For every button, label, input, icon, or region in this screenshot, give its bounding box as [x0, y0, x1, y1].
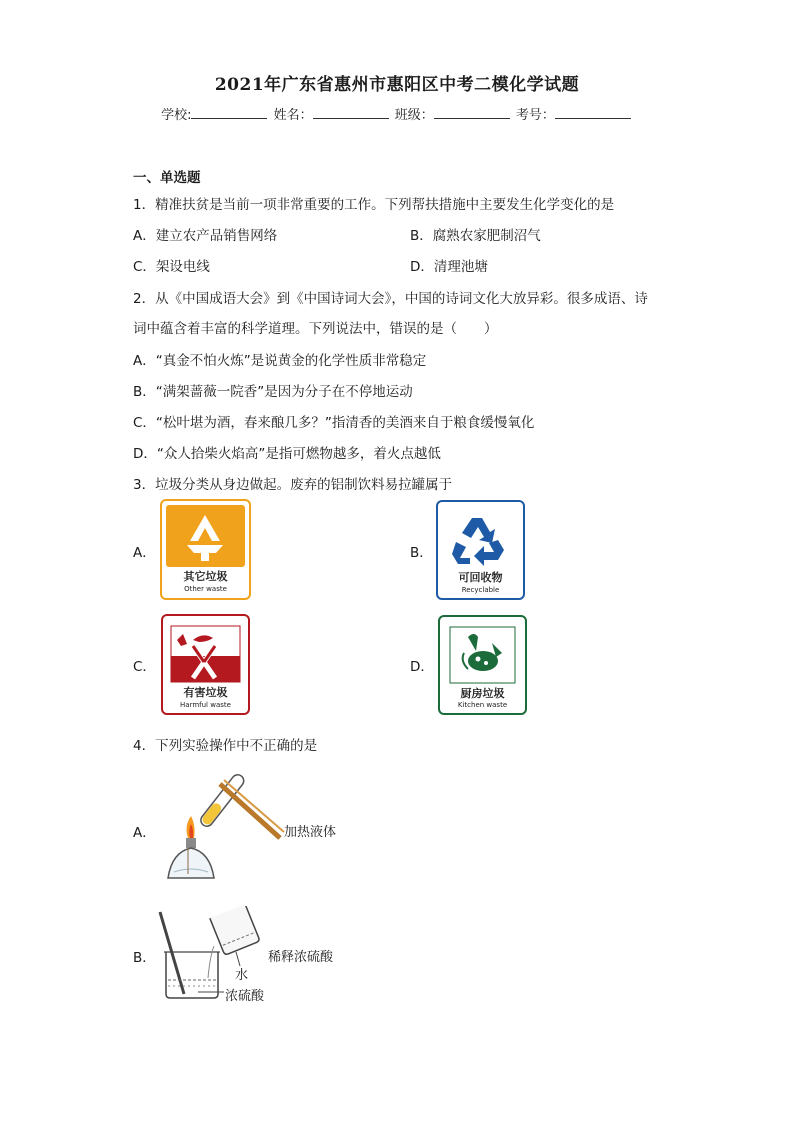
- kitchen-waste-sign: [438, 615, 527, 715]
- harmful-waste-icon: [163, 616, 248, 713]
- concentrated-acid-label: 浓硫酸: [225, 989, 265, 1004]
- heating-liquid-illustration: [158, 766, 288, 892]
- q2-option-d: D．“众人拾柴火焰高”是指可燃物越多，着火点越低: [133, 446, 441, 462]
- school-blank[interactable]: [191, 106, 267, 119]
- name-blank[interactable]: [313, 106, 389, 119]
- q3-option-d-label: D．: [410, 659, 434, 675]
- q1-option-d: D．清理池塘: [410, 259, 488, 275]
- kitchen-waste-cn-text: 厨房垃圾: [460, 687, 505, 700]
- other-waste-en-text: Other waste: [184, 585, 227, 593]
- class-blank[interactable]: [434, 106, 510, 119]
- recyclable-en-text: Recyclable: [461, 586, 500, 594]
- q3-option-a-label: A．: [133, 545, 156, 561]
- harmful-waste-en-text: Harmful waste: [180, 701, 231, 709]
- harmful-waste-cn-text: 有害垃圾: [183, 686, 228, 699]
- other-waste-sign: [160, 499, 251, 600]
- q4-option-a-label: A．: [133, 825, 156, 841]
- q3-option-c-label: C．: [133, 659, 156, 675]
- class-label: 班级：: [394, 108, 434, 123]
- name-label: 姓名：: [273, 108, 313, 123]
- q2-option-b: B．“满架蔷薇一院香”是因为分子在不停地运动: [133, 384, 413, 400]
- q1-option-a: A．建立农产品销售网络: [133, 228, 278, 244]
- q4-option-b-label: B．: [133, 950, 156, 966]
- recyclable-sign: [436, 500, 525, 600]
- q1-option-b: B．腐熟农家肥制沼气: [410, 228, 541, 244]
- kitchen-waste-en-text: Kitchen waste: [457, 701, 508, 709]
- q2-stem-line2: 词中蕴含着丰富的科学道理。下列说法中，错误的是（ ）: [133, 321, 498, 337]
- exam-title: 2021年广东省惠州市惠阳区中考二模化学试题: [214, 75, 580, 95]
- dilute-acid-caption: 稀释浓硫酸: [268, 950, 334, 965]
- q1-stem: 1．精准扶贫是当前一项非常重要的工作。下列帮扶措施中主要发生化学变化的是: [133, 197, 615, 213]
- q3-stem: 3．垃圾分类从身边做起。废弃的铝制饮料易拉罐属于: [133, 477, 453, 493]
- harmful-waste-sign: [161, 614, 250, 715]
- exam-no-blank[interactable]: [555, 106, 631, 119]
- q2-option-a: A．“真金不怕火炼”是说黄金的化学性质非常稳定: [133, 353, 427, 369]
- heating-liquid-caption: 加热液体: [284, 825, 337, 840]
- school-label: 学校:: [161, 108, 192, 123]
- section-heading: 一、单选题: [133, 170, 201, 186]
- q4-stem: 4．下列实验操作中不正确的是: [133, 738, 318, 754]
- recyclable-cn-text: 可回收物: [458, 571, 503, 584]
- q3-option-b-label: B．: [410, 545, 433, 561]
- q1-option-c: C．架设电线: [133, 259, 210, 275]
- other-waste-icon: [162, 501, 249, 598]
- q2-option-c: C．“松叶堪为酒，春来酿几多？”指清香的美酒来自于粮食缓慢氧化: [133, 415, 535, 431]
- water-label: 水: [235, 968, 249, 983]
- recycle-icon: [438, 502, 523, 598]
- other-waste-cn-text: 其它垃圾: [183, 570, 228, 583]
- kitchen-waste-icon: [440, 617, 525, 713]
- student-info-line: [0, 104, 794, 123]
- q2-stem-line1: 2．从《中国成语大会》到《中国诗词大会》，中国的诗词文化大放异彩。很多成语、诗: [133, 291, 648, 307]
- exam-no-label: 考号：: [515, 108, 555, 123]
